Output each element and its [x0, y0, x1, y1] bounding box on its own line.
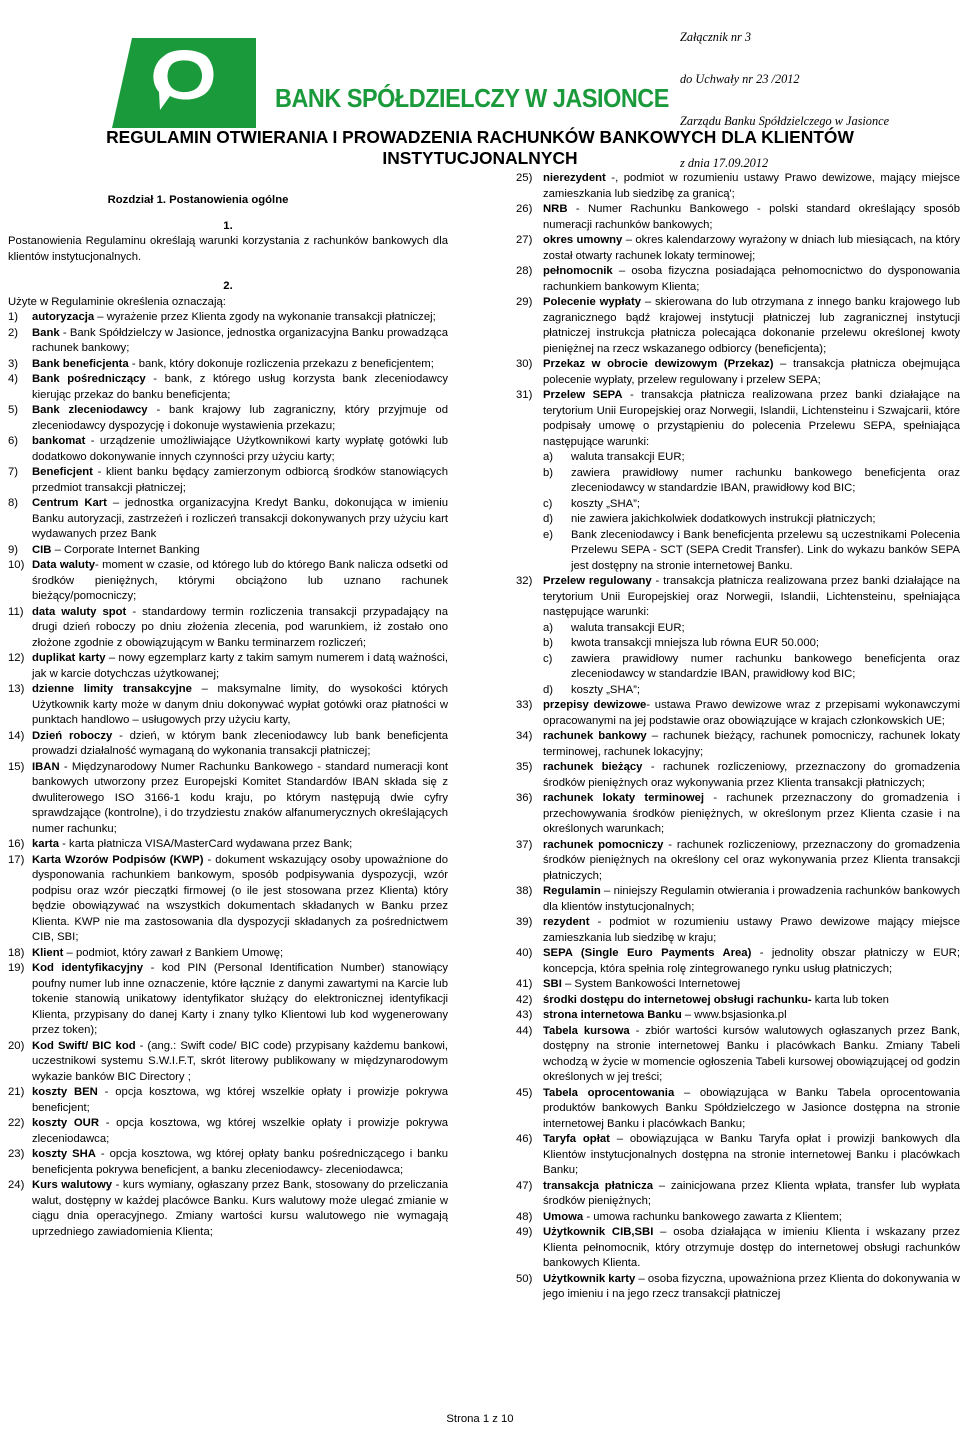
title-line: REGULAMIN OTWIERANIA I PROWADZENIA RACHUNKÓW BANKOWYCH DLA KLIENTÓW — [106, 127, 854, 147]
definition-text: - moment w czasie, od którego lub do którego Bank nalicza odsetki od środków pieniężnych, którymi obciążono lub uznano rachunek bieżący/pomocniczy; — [32, 559, 448, 602]
defined-term: Kod identyfikacyjny — [32, 962, 144, 974]
defined-term: data waluty spot — [32, 605, 127, 618]
sub-item-letter: b) — [543, 637, 554, 649]
definition-item — [516, 760, 960, 791]
definition-item — [516, 233, 960, 264]
defined-term: IBAN — [32, 760, 60, 773]
defined-term: Dzień roboczy — [32, 729, 113, 742]
sub-item-letter: c) — [543, 652, 553, 665]
item-text — [543, 1179, 960, 1210]
definition-item — [516, 698, 960, 729]
definition-item — [516, 388, 960, 574]
item-number: 32) — [516, 575, 533, 587]
definition-item — [516, 977, 960, 993]
definition-text: – zainicjowana przez Klienta wpłata, transfer lub wypłata środków pieniężnych; — [543, 1179, 960, 1207]
definition-text: - (ang.: Swift code/ BIC code) przypisany każdemu bankowi, uczestnikowi systemu S.W.I.F.T, skrót literowy publikowany w międzynarodowym wykazie banków BIC Directory ; — [32, 1039, 448, 1083]
item-text — [543, 1024, 960, 1086]
item-text — [32, 682, 448, 729]
definition-item — [8, 651, 448, 682]
annex-line: Załącznik nr 3 — [680, 30, 752, 44]
defined-term: koszty SHA — [32, 1148, 96, 1160]
defined-term: Bank beneficjenta — [32, 357, 129, 370]
item-number: 33) — [516, 699, 533, 711]
definition-item — [8, 853, 448, 946]
definition-item — [516, 1225, 960, 1272]
paragraph-text: Postanowienia Regulaminu określają warunki korzystania z rachunków bankowych dla klientów instytucjonalnych. — [8, 235, 448, 263]
item-text — [543, 791, 960, 838]
item-text — [32, 651, 448, 682]
item-text — [543, 977, 960, 993]
item-text — [32, 1116, 448, 1147]
sub-item — [543, 512, 960, 528]
defined-term: Centrum Kart — [32, 497, 107, 509]
item-number: 12) — [8, 652, 25, 664]
item-text — [543, 388, 960, 574]
defined-term: Użytkownik karty — [543, 1272, 636, 1285]
defined-term: transakcja płatnicza — [543, 1179, 654, 1192]
item-text — [543, 884, 960, 915]
definition-item — [8, 1116, 448, 1147]
definition-text: - klient banku będący zamierzonym odbiorcą środków stanowiących przedmiot transakcji płatniczej; — [32, 466, 448, 494]
definition-item — [516, 1179, 960, 1210]
definition-text: – podmiot, który zawarł z Bankiem Umowę; — [63, 946, 284, 959]
definition-item — [516, 1210, 960, 1226]
item-number: 2) — [8, 326, 19, 339]
defined-term: przepisy dewizowe — [543, 699, 647, 711]
defined-term: NRB — [543, 203, 568, 215]
page-footer: Strona 1 z 10 — [446, 1413, 514, 1425]
item-text — [543, 1132, 960, 1179]
definition-text: - dzień, w którym bank zleceniodawcy lub bank beneficjenta prowadzi działalność wymaganą do wykonania transakcji płatniczej; — [32, 729, 448, 757]
defined-term: Bank — [32, 326, 60, 339]
definition-text: – obowiązująca w Banku Taryfa opłat i prowizji bankowych dla Klientów instytucjonalnych dostępna na stronie internetowej Banku i placówkach Banku; — [543, 1133, 960, 1176]
sub-item-text: nie zawiera jakichkolwiek dodatkowych instrukcji płatniczych; — [571, 513, 876, 525]
item-number: 31) — [516, 389, 533, 401]
definition-text: - rachunek rozliczeniowy, przeznaczony do gromadzenia środków pieniężnych oraz wykonywania przez Klienta transakcji płatniczych; — [543, 761, 960, 789]
definition-text: – obowiązująca w Banku Tabela oprocentowania produktów bankowych Banku Spółdzielczego w Jasionce dostępna na stronie internetowej Banku i placówkach Banku; — [543, 1086, 960, 1130]
annex-line: do Uchwały nr 23 /2012 — [680, 72, 800, 86]
item-text — [32, 326, 448, 357]
definition-item — [516, 1008, 960, 1024]
chapter-heading: Rozdział 1. Postanowienia ogólne — [107, 194, 289, 206]
defined-term: SBI — [543, 978, 562, 990]
item-text — [32, 1039, 448, 1086]
sub-item-letter: b) — [543, 466, 554, 479]
item-number: 11) — [8, 605, 24, 618]
definition-text: – maksymalne limity, do wysokości których Użytkownik karty może w danym dniu dokonywać wypłat gotówki oraz płatności w punktach handlowo – usługowych przy użyciu karty, — [32, 683, 448, 726]
definition-text: - dokument wskazujący osoby upoważnione do dysponowania rachunkiem bankowym, sposób podpisywania dyspozycji, wzór podpisu oraz wzór pieczątki firmowej (o ile jest stosowana przez Klienta) który będzie obowiązywać na wszystkich dokumentach składanych w Banku przez Klienta. KWP nie ma zastosowania dla dyspozycji składanych za pośrednictwem CIB, SBI; — [32, 853, 448, 943]
definition-text: – System Bankowości Internetowej — [561, 978, 741, 990]
sub-item-letter: d) — [543, 513, 554, 525]
definition-text: - zbiór wartości kursów walutowych ogłaszanych przez Bank, dostępny na stronie internetowej Banku i placówkach Banku. Zmiany Tabeli wchodzą w życie w momencie ogłoszenia Tabeli kursowej obowiązującej od godzin określonych w jej treści; — [543, 1024, 960, 1083]
defined-term: Użytkownik CIB,SBI — [543, 1226, 654, 1238]
item-text — [32, 558, 448, 605]
item-number: 19) — [8, 962, 25, 974]
item-number: 5) — [8, 404, 19, 416]
definition-text: - podmiot w rozumieniu ustawy Prawo dewizowe mający miejsce zamieszkania lub siedzibę w kraju; — [543, 916, 960, 944]
item-text — [32, 465, 448, 496]
item-number: 24) — [8, 1179, 25, 1191]
item-number: 18) — [8, 946, 25, 959]
defined-term: rezydent — [543, 916, 590, 928]
definition-item — [8, 1039, 448, 1086]
item-number: 38) — [516, 885, 533, 897]
item-number: 50) — [516, 1272, 533, 1285]
item-text — [543, 1225, 960, 1272]
sub-item-letter: a) — [543, 451, 554, 463]
sub-item-letter: a) — [543, 621, 554, 634]
defined-term: karta — [32, 838, 60, 850]
definition-text: - rachunek przeznaczony do gromadzenia i przechowywania środków pieniężnych, w określonym przez Klienta czasie i na określonych warunkach; — [543, 792, 960, 835]
definition-text: - Bank Spółdzielczy w Jasionce, jednostka organizacyjna Banku prowadząca rachunek bankowy; — [32, 326, 448, 354]
item-number: 9) — [8, 543, 19, 556]
bank-logo — [112, 38, 256, 128]
defined-term: koszty BEN — [32, 1086, 98, 1098]
defined-term: autoryzacja — [32, 311, 95, 323]
definition-text: – nowy egzemplarz karty z takim samym numerem i datą ważności, jak w karcie dotychczas użytkowanej; — [32, 652, 449, 680]
definition-text: - jednolity obszar płatniczy w EUR; koncepcja, która spełnia rolę zintegrowanego rynku usług płatniczych; — [543, 947, 960, 975]
defined-term: Tabela kursowa — [543, 1024, 630, 1037]
item-text — [543, 171, 960, 202]
definition-item — [516, 574, 960, 698]
item-number: 37) — [516, 838, 533, 851]
definitions-list-left — [8, 310, 448, 1240]
definition-item — [8, 372, 448, 403]
bank-name: BANK SPÓŁDZIELCZY W JASIONCE — [275, 83, 669, 113]
item-number: 48) — [516, 1210, 533, 1223]
item-text — [543, 1210, 960, 1226]
item-text — [32, 961, 448, 1039]
defined-term: duplikat karty — [32, 652, 106, 664]
sub-item-text: koszty „SHA”; — [571, 497, 641, 510]
item-number: 29) — [516, 296, 533, 308]
definition-item — [8, 310, 448, 326]
item-number: 34) — [516, 730, 533, 742]
defined-term: koszty OUR — [32, 1117, 99, 1129]
definition-text: - ustawa Prawo dewizowe wraz z przepisami wykonawczymi opracowanymi na jej podstawie oraz obowiązujące w krajach członkowskich UE; — [543, 699, 960, 727]
defined-term: Karta Wzorów Podpisów (KWP) — [32, 853, 204, 866]
definition-item — [516, 264, 960, 295]
item-number: 3) — [8, 357, 19, 370]
definition-text: - umowa rachunku bankowego zawarta z Klientem; — [583, 1210, 842, 1223]
definition-item — [8, 326, 448, 357]
defined-term: bankomat — [32, 435, 86, 447]
item-number: 21) — [8, 1086, 25, 1098]
paragraph-number: 1. — [223, 219, 233, 232]
defined-term: rachunek pomocniczy — [543, 838, 664, 851]
item-text — [32, 1147, 448, 1178]
item-text — [543, 760, 960, 791]
item-text — [543, 838, 960, 885]
definition-text: - opcja kosztowa, wg której opłaty banku pośredniczącego i banku beneficjenta pokrywa beneficjent, a banku zleceniodawcy- zleceniodawca; — [32, 1148, 448, 1176]
defined-term: Data waluty — [32, 559, 95, 571]
annex-line: z dnia 17.09.2012 — [680, 156, 769, 170]
defined-term: Przelew regulowany — [543, 575, 652, 587]
definition-item — [8, 1147, 448, 1178]
definitions-list-right — [516, 171, 960, 1303]
definition-text: -, podmiot w rozumieniu ustawy Prawo dewizowe, mający miejsce zamieszkania lub siedzibę za granicą'; — [543, 172, 960, 200]
item-number: 45) — [516, 1086, 533, 1099]
item-number: 17) — [8, 853, 25, 866]
item-number: 49) — [516, 1226, 533, 1238]
definition-text: – niniejszy Regulamin otwierania i prowadzenia rachunków bankowych dla klientów instytucjonalnych; — [543, 885, 960, 913]
definition-text: – okres kalendarzowy wyrażony w dniach lub miesiącach, na który został otwarty rachunek lokaty terminowej; — [543, 234, 960, 262]
item-text — [32, 434, 448, 465]
item-number: 6) — [8, 435, 19, 447]
definition-item — [516, 295, 960, 357]
defined-term: Bank zleceniodawcy — [32, 404, 148, 416]
item-text — [32, 837, 448, 853]
definition-text: – jednostka organizacyjna Kredyt Banku, dokonująca w imieniu Banku autoryzacji, zastrzeżeń i rozliczeń transakcji dokonywanych przy użyciu kart wydawanych przez Bank — [32, 497, 449, 540]
item-text — [543, 202, 960, 233]
definition-text: - bank, z którego usług korzysta bank zleceniodawcy kierując przekaz do banku beneficjenta; — [32, 373, 448, 401]
item-text — [32, 543, 448, 559]
item-text — [32, 1085, 448, 1116]
item-number: 23) — [8, 1148, 25, 1160]
defined-term: CIB — [32, 543, 52, 556]
definition-item — [516, 357, 960, 388]
paragraph-number: 2. — [223, 280, 233, 292]
item-number: 39) — [516, 916, 533, 928]
item-number: 27) — [516, 234, 533, 246]
item-text — [32, 496, 448, 543]
definition-item — [8, 946, 448, 962]
item-text — [32, 853, 448, 946]
definition-item — [516, 946, 960, 977]
definition-item — [516, 171, 960, 202]
defined-term: Taryfa opłat — [543, 1133, 610, 1145]
sub-item — [543, 450, 960, 466]
item-text — [32, 357, 448, 373]
definition-text: - bank krajowy lub zagraniczny, który przyjmuje od zleceniodawcy dyspozycję i dokonuje wystawienia przekazu; — [32, 404, 449, 432]
definition-item — [8, 837, 448, 853]
item-number: 14) — [8, 729, 25, 742]
definition-item — [516, 791, 960, 838]
item-number: 13) — [8, 683, 25, 695]
defined-term: SEPA (Single Euro Payments Area) — [543, 947, 752, 959]
definition-text: - transakcja płatnicza realizowana przez banki działające na terytorium Unii Europejskiej oraz Norwegii, Islandii, Lichtensteinu i Szwajcarii, które podpisały umowę o przystąpieniu do polecenia Przelewu SEPA, spełniająca następujące warunki: — [543, 389, 960, 448]
item-number: 15) — [8, 760, 25, 773]
definition-item — [8, 543, 448, 559]
item-number: 25) — [516, 172, 533, 184]
defined-term: Klient — [32, 946, 64, 959]
definition-text: - rachunek rozliczeniowy, przeznaczony do gromadzenia środków pieniężnych na określony cel oraz wykonywania przez Klienta transakcji płatniczych; — [543, 838, 960, 882]
item-text — [32, 605, 448, 652]
definition-text: - kurs wymiany, ogłaszany przez Bank, stosowany do przeliczania walut, dostępny w każdej placówce Banku. Kurs walutowy może ulegać zmianie w ciągu dnia operacyjnego. Zmiany wartości kursu walutowego nie wymagają uprzedniego zawiadomienia Klienta; — [32, 1179, 448, 1238]
item-text — [543, 993, 960, 1009]
defined-term: Kurs walutowy — [32, 1179, 113, 1191]
definition-text: – rachunek bieżący, rachunek pomocniczy, rachunek lokaty terminowej, rachunek lokacyjny; — [543, 730, 960, 758]
defined-term: pełnomocnik — [543, 265, 613, 277]
item-number: 43) — [516, 1009, 533, 1021]
defined-term: dzienne limity transakcyjne — [32, 683, 192, 695]
defined-term: Regulamin — [543, 885, 601, 897]
definition-text: - kod PIN (Personal Identification Number) stanowiący poufny numer lub inne oznaczenie, które łącznie z danymi zawartymi na Karcie lub tokenie stanowią unikatowy identyfikator służący do elektronicznej identyfikacji Klienta, przypisany do danej Karty i znany tylko Klientowi lub kod wygenerowany przez token); — [32, 962, 448, 1036]
item-number: 8) — [8, 497, 19, 509]
item-text — [32, 403, 448, 434]
definition-text: - karta płatnicza VISA/MasterCard wydawana przez Bank; — [59, 838, 353, 850]
paragraph-intro: Użyte w Regulaminie określenia oznaczają: — [8, 295, 226, 308]
definition-text: – Corporate Internet Banking — [51, 543, 200, 556]
right-column — [516, 171, 960, 1303]
annex-line: Zarządu Banku Spółdzielczego w Jasionce — [680, 114, 890, 128]
definition-item — [8, 961, 448, 1039]
item-number: 28) — [516, 265, 533, 277]
sub-item-text: kwota transakcji mniejsza lub równa EUR 50.000; — [571, 637, 820, 649]
definition-item — [516, 1024, 960, 1086]
defined-term: rachunek bankowy — [543, 730, 647, 742]
sub-item-text: koszty „SHA”; — [571, 683, 641, 696]
item-text — [32, 1178, 448, 1240]
definition-item — [516, 993, 960, 1009]
defined-term: rachunek lokaty terminowej — [543, 792, 705, 804]
item-number: 16) — [8, 838, 25, 850]
sub-item — [543, 528, 960, 575]
item-number: 1) — [8, 311, 19, 323]
defined-term: Przelew SEPA — [543, 389, 623, 401]
item-text — [32, 372, 448, 403]
definition-item — [8, 605, 448, 652]
item-number: 26) — [516, 203, 533, 215]
item-number: 7) — [8, 466, 19, 478]
item-text — [543, 946, 960, 977]
defined-term: nierezydent — [543, 172, 606, 184]
definition-text: – osoba fizyczna posiadająca pełnomocnictwo do dysponowania rachunkiem bankowym Klienta; — [543, 265, 960, 293]
definition-text: - Numer Rachunku Bankowego - polski standard określający sposób numeracji rachunków bankowych; — [543, 203, 960, 231]
sub-item-text: waluta transakcji EUR; — [571, 451, 685, 463]
item-text — [32, 729, 448, 760]
item-number: 20) — [8, 1039, 25, 1052]
definition-text: - transakcja płatnicza realizowana przez banki działające na terytorium Unii Europejskiej oraz Norwegii, Islandii, Lichtensteinu, spełniająca następujące warunki: — [543, 575, 960, 618]
defined-term: rachunek bieżący — [543, 761, 643, 773]
item-text — [32, 310, 448, 326]
sub-item-letter: d) — [543, 683, 554, 696]
sub-item — [543, 497, 960, 513]
item-number: 42) — [516, 993, 533, 1006]
sub-item — [543, 466, 960, 497]
defined-term: Umowa — [543, 1210, 584, 1223]
item-text — [543, 295, 960, 357]
definition-text: karta lub token — [811, 993, 889, 1006]
definition-item — [8, 1178, 448, 1240]
item-text — [32, 760, 448, 838]
definition-item — [516, 1086, 960, 1133]
sub-item — [543, 652, 960, 683]
defined-term: Bank pośredniczący — [32, 373, 146, 385]
item-text — [543, 264, 960, 295]
item-text — [543, 698, 960, 729]
left-column — [8, 183, 448, 1240]
definition-item — [8, 357, 448, 373]
definition-item — [8, 558, 448, 605]
definition-item — [516, 202, 960, 233]
item-number: 47) — [516, 1179, 533, 1192]
defined-term: okres umowny — [543, 234, 623, 246]
definition-item — [8, 403, 448, 434]
defined-term: Polecenie wypłaty — [543, 296, 642, 308]
item-number: 40) — [516, 947, 533, 959]
definition-text: – wyrażenie przez Klienta zgody na wykonanie transakcji płatniczej; — [94, 311, 436, 323]
sub-item-text: zawiera prawidłowy numer rachunku bankowego beneficjenta oraz zleceniodawcy w standardzie IBAN, prawidłowy kod BIC; — [571, 652, 960, 680]
item-text — [543, 357, 960, 388]
item-number: 10) — [8, 559, 25, 571]
item-number: 36) — [516, 792, 533, 804]
item-number: 46) — [516, 1133, 533, 1145]
sub-item — [543, 636, 960, 652]
item-text — [543, 729, 960, 760]
definition-item — [516, 884, 960, 915]
definition-text: - bank, który dokonuje rozliczenia przekazu z beneficjentem; — [128, 357, 434, 370]
definition-item — [8, 465, 448, 496]
definition-text: – www.bsjasionka.pl — [681, 1009, 787, 1021]
item-number: 30) — [516, 358, 533, 370]
definition-item — [8, 496, 448, 543]
sub-item-text: zawiera prawidłowy numer rachunku bankowego beneficjenta oraz zleceniodawcy w standardzie IBAN, prawidłowy kod BIC; — [571, 466, 960, 494]
item-number: 44) — [516, 1024, 533, 1037]
definition-text: - opcja kosztowa, wg której wszelkie opłaty i prowizje pokrywa beneficjent; — [32, 1086, 449, 1114]
definition-item — [8, 760, 448, 838]
sub-item-text: Bank zleceniodawcy i Bank beneficjenta przelewu są uczestnikami Polecenia Przelewu SEPA - SCT (SEPA Credit Transfer). Link do wykazu banków SEPA jest dostępny na stronie internetowej Banku. — [571, 528, 960, 572]
defined-term: Beneficjent — [32, 466, 93, 478]
definition-text: - Międzynarodowy Numer Rachunku Bankowego - standard numeracji kont bankowych utworzony przez Europejski Komitet Standardów IBAN składa się z dwuliterowego ISO 3166-1 kodu kraju, po którym następują dwie cyfry sprawdzające (kontrolne), i do trzydziestu znaków alfanumerycznych określających numer rachunku; — [32, 760, 448, 835]
document-title — [0, 127, 960, 169]
item-number: 4) — [8, 373, 19, 385]
item-text — [543, 574, 960, 698]
definition-item — [8, 1085, 448, 1116]
sub-item — [543, 621, 960, 637]
definition-item — [8, 729, 448, 760]
definition-text: – osoba fizyczna, upoważniona przez Klienta do dokonywania w jego imieniu i na jego rzecz transakcji płatniczej — [543, 1272, 960, 1300]
sub-item-letter: e) — [543, 528, 554, 541]
definition-item — [8, 682, 448, 729]
item-text — [543, 1008, 960, 1024]
item-text — [543, 233, 960, 264]
definition-item — [516, 1132, 960, 1179]
sub-item-letter: c) — [543, 497, 553, 510]
definition-item — [516, 729, 960, 760]
item-number: 22) — [8, 1117, 25, 1129]
definition-text: – transakcja płatnicza obejmująca polecenie wypłaty, przelew regulowany i przelew SEPA; — [543, 358, 960, 386]
definition-text: – skierowana do lub otrzymana z innego banku krajowego lub zagranicznego bądź krajowej instytucji płatniczej lub zagranicznej instytucji płatniczej instrukcja płatnicza polecająca dokonanie przelewu określonej kwoty pieniężnej na rzecz wskazanego odbiorcy (beneficjenta); — [543, 296, 960, 355]
definition-text: - opcja kosztowa, wg której wszelkie opłaty i prowizje pokrywa zleceniodawca; — [32, 1117, 449, 1145]
definition-item — [516, 838, 960, 885]
item-text — [543, 915, 960, 946]
item-number: 41) — [516, 978, 533, 990]
definition-item — [8, 434, 448, 465]
defined-term: strona internetowa Banku — [543, 1009, 682, 1021]
title-line: INSTYTUCJONALNYCH — [382, 148, 578, 168]
item-text — [543, 1086, 960, 1133]
defined-term: Przekaz w obrocie dewizowym (Przekaz) — [543, 358, 774, 370]
item-text — [543, 1272, 960, 1303]
item-text — [32, 946, 448, 962]
sub-item — [543, 683, 960, 699]
defined-term: środki dostępu do internetowej obsługi rachunku- — [543, 993, 812, 1006]
definition-item — [516, 1272, 960, 1303]
defined-term: Tabela oprocentowania — [543, 1086, 675, 1099]
defined-term: Kod Swift/ BIC kod — [32, 1039, 136, 1052]
definition-item — [516, 915, 960, 946]
definition-text: – osoba działająca w imieniu Klienta i wskazany przez Klienta pełnomocnik, który otrzymuje dostęp do internetowej obsługi rachunków bankowych Klienta. — [543, 1226, 960, 1269]
definition-text: - standardowy termin rozliczenia transakcji przypadający na drugi dzień roboczy po dniu złożenia zlecenia, pod warunkiem, iż zostało ono złożone zgodnie z obowiązującym w Banku terminarzem rozliczeń; — [32, 605, 448, 649]
definition-text: - urządzenie umożliwiające Użytkownikowi karty wypłatę gotówki lub dodatkowo dokonywanie innych czynności przy użyciu karty; — [32, 435, 448, 463]
sub-item-text: waluta transakcji EUR; — [571, 621, 685, 634]
item-number: 35) — [516, 761, 533, 773]
